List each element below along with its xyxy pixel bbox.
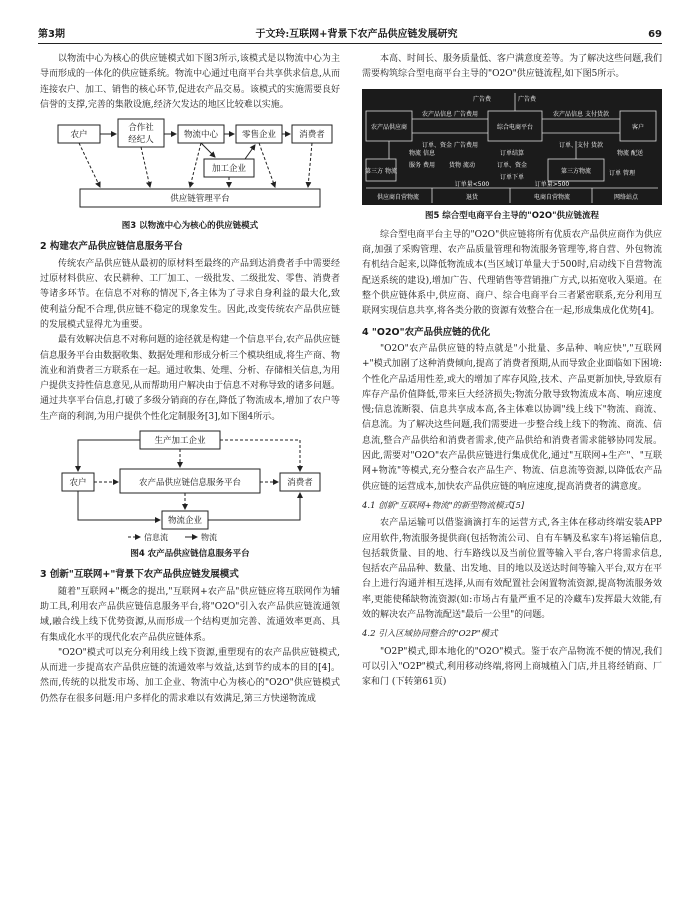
node-info-platform: 农产品供应链信息服务平台 bbox=[138, 478, 242, 489]
label-ad-fee-mid: 广告费 bbox=[517, 95, 537, 103]
label-logistics-info: 物流 信息 bbox=[409, 149, 435, 157]
node-customer: 客户 bbox=[631, 123, 645, 131]
legend-info-flow: 信息流 bbox=[144, 533, 168, 543]
subsection-heading: 4.2 引入区域协同整合的"O2P"模式 bbox=[362, 629, 498, 640]
label-order-funds-ad: 订单、资金 广告费用 bbox=[422, 141, 478, 149]
running-header bbox=[38, 20, 662, 44]
node-processing: 加工企业 bbox=[211, 164, 247, 175]
paragraph: 随着"互联网+"概念的提出,"互联网+农产品"供应链应将互联网作为辅助工具,利用农产品供应链信息服务平台,将"O2O"引入农产品供应链流通领域,融合线上线下优势资源,从而形成一个结构更加完善、流通效率更高、具有集成化水平的现代化农产品供应链体系。 bbox=[40, 586, 340, 643]
node-third-party-logistics: 第三方 物流 bbox=[365, 167, 397, 175]
issue-number: 第3期 bbox=[38, 29, 65, 40]
node-ecommerce-platform: 综合电商平台 bbox=[496, 123, 534, 131]
running-title: 于文玲:互联网+背景下农产品供应链发展研究 bbox=[255, 29, 458, 40]
node-platform: 供应链管理平台 bbox=[170, 194, 230, 205]
label-return: 退货 bbox=[465, 193, 479, 201]
paragraph: 本高、时间长、服务质量低、客户满意度差等。为了解决这些问题,我们需要构筑综合型电商平台主导的"O2O"供应链流程,如下图5所示。 bbox=[362, 54, 662, 80]
node-production: 生产加工企业 bbox=[154, 436, 206, 447]
label-ad-fee-top: 广告费 bbox=[472, 95, 492, 103]
label-network-site: 网络站点 bbox=[613, 193, 639, 201]
node-supplier: 农产品供应商 bbox=[370, 123, 408, 131]
paragraph: 综合型电商平台主导的"O2O"供应链将所有优质农产品供应商作为供应商,加强了采购管理、农产品质量管理和物流服务管理等,将自营、外包物流有机结合起来,以降低物流成本(当区域订单量大于500时,启动线下自营物流配送系统的建设),增加广告、代理销售等营销推广方式,以拓宽收入渠道。在整个供应链体系中,供应商、商户、综合电商平台三者紧密联系,充分利用互联网实现信息共享,将各类分散的资源有效整合在一起,形成集成化优势[4]。 bbox=[362, 229, 662, 317]
node-farmer: 农户 bbox=[69, 478, 87, 489]
figure-3-diagram bbox=[40, 117, 340, 215]
section-heading: 3 创新"互联网+"背景下农产品供应链发展模式 bbox=[40, 569, 239, 581]
node-logistics-center: 物流中心 bbox=[183, 130, 219, 141]
paragraph: "O2O"农产品供应链的特点就是"小批量、多品种、响应快","互联网+"模式加剧了这种消费倾向,提高了消费者预期,从而导致企业面临如下困境:个性化产品适用性差,或大的增加了库存风险,技术、产品更新加快,导致原有库存产品价值降低,带来巨大经济损失;物流分散导致物流成本高、响应速度慢;信息流断裂、信息共享成本高,各主体难以协调"线上线下"物流、商流、信息流。为了解决这些问题,我们需要进一步整合线上线下的物流、商流、信息流,整合产品供给和消费者需求,使产品供给和消费者需求能够协同发展。因此,需要对"O2O"农产品供应链进行集成优化,通过"互联网+生产"、"互联网+物流"等模式,充分整合农产品生产、物流、信息流等资源,以降低农产品供应链的运营成本,加快农产品供应链的响应速度,提高消费者的满意度。 bbox=[362, 343, 662, 492]
label-goods-flow: 货物 流动 bbox=[449, 161, 475, 169]
node-consumer: 消费者 bbox=[287, 478, 313, 489]
label-product-info-pay: 农产品信息 支付货款 bbox=[553, 110, 609, 118]
paragraph: 以物流中心为核心的供应链模式如下图3所示,该模式是以物流中心为主导而形成的一体化的供应链系统。物流中心通过电商平台共享供求信息,从而连接农户、加工、销售的核心环节,促进农产品交易。该模式的实施需要良好信誉的支撑,完善的集散设施,经济欠发达的地区比较难以实施。 bbox=[40, 54, 340, 110]
node-retail: 零售企业 bbox=[241, 130, 277, 141]
node-farmer: 农户 bbox=[70, 130, 88, 141]
figure-5 bbox=[362, 89, 662, 205]
node-coop: 合作社 bbox=[128, 123, 154, 134]
label-service-fee: 服务 费用 bbox=[409, 161, 435, 169]
label-order-manage: 订单 管理 bbox=[609, 169, 635, 177]
paragraph: 最有效解决信息不对称问题的途径就是构建一个信息平台,农产品供应链信息服务平台由数据收集、数据处理和形成分析三个模块组成,将生产商、物流业和消费者三方联系在一起。通过收集、处理、分析、存储相关信息,为用户提供支持性信息意见,从而帮助用户解决由于信息不对称导致的诸多问题。通过共享平台信息,打破了多级分销商的存在,降低了物流成本,增加了农户等生产商的利润,为用户提供个性化定制服务[3],如下图4所示。 bbox=[40, 335, 340, 422]
figure-4-caption: 图4 农产品供应链信息服务平台 bbox=[130, 549, 250, 560]
label-order-pay: 订单、支付 货款 bbox=[559, 141, 603, 149]
right-column bbox=[362, 52, 662, 691]
legend-goods-flow: 物流 bbox=[201, 533, 217, 543]
paragraph: 农产品运输可以借鉴滴滴打车的运营方式,各主体在移动终端安装APP应用软件,物流服务提供商(包括物流公司、自有车辆及私家车)将运输信息,包括载货量、目的地、行车路线以及当前位置等输入平台,客户将需求信息,包括农产品品种、数量、出发地、目的地以及送达时间等输入平台,双方在平台上进行沟通并相互选择,从而有效配置社会闲置物流资源,提高物流服务效率,更能使稀缺物流资源(如:市场占有量严重不足的冷藏车)发挥最大效能,有效的解决农产品物流配送"最后一公里"的问题。 bbox=[362, 518, 662, 621]
label-order-lt500: 订单量<500 bbox=[454, 180, 490, 188]
node-platform-logistics: 电商自营物流 bbox=[533, 193, 571, 201]
subsection-heading: 4.1 创新"互联网+物流"的新型物流模式[5] bbox=[362, 500, 525, 511]
paragraph: "O2P"模式,即本地化的"O2O"模式。鉴于农产品物流不便的情况,我们可以引入"O2P"模式,利用移动终端,将网上商城植入门店,并且将经销商、厂家和门 (下转第61页) bbox=[362, 646, 662, 688]
figure-4 bbox=[40, 429, 340, 543]
figure-3-caption: 图3 以物流中心为核心的供应链模式 bbox=[121, 221, 259, 232]
label-order-gt500: 订单量>500 bbox=[534, 180, 570, 188]
figure-4-diagram bbox=[40, 429, 340, 543]
label-product-info-ad: 农产品信息 广告费用 bbox=[422, 110, 478, 118]
node-broker: 经纪人 bbox=[128, 135, 154, 146]
figure-5-caption: 图5 综合型电商平台主导的"O2O"供应链流程 bbox=[424, 210, 600, 221]
node-logistics-company: 物流企业 bbox=[167, 516, 203, 527]
label-delivery: 物流 配送 bbox=[617, 149, 643, 157]
node-third-party-logistics-right: 第三方物流 bbox=[560, 167, 592, 175]
paragraph: 传统农产品供应链从最初的原材料至最终的产品到达消费者手中需要经过原材料供应、农民耕种、工厂加工、一级批发、二级批发、零售、消费者等诸多环节。在信息不对称的情况下,各主体为了寻求自身利益的最大化,致使利益分配不合理,供应链不稳定的现象发生。因此,改变传统农产品供应链的发展模式显得尤为重要。 bbox=[40, 258, 340, 330]
left-column bbox=[40, 52, 340, 707]
page-number: 69 bbox=[648, 29, 662, 40]
label-order-funds: 订单、资金 bbox=[496, 161, 528, 169]
paragraph: "O2O"模式可以充分利用线上线下资源,重塑现有的农产品供应链模式,从而进一步提高农产品供应链的流通效率与效益,达到节约成本的目的[4]。然而,传统的以批发市场、加工企业、物流中心为核心的"O2O"供应链模式仍然存在很多问题:用户多样化的需求难以有效满足,第三方快递物流成 bbox=[40, 647, 340, 704]
section-heading: 2 构建农产品供应链信息服务平台 bbox=[40, 241, 183, 253]
node-supplier-logistics: 供应商自营物流 bbox=[376, 193, 420, 201]
section-heading: 4 "O2O"农产品供应链的优化 bbox=[362, 326, 491, 338]
label-dispatch: 订单下单 bbox=[499, 173, 525, 181]
node-consumer: 消费者 bbox=[299, 130, 325, 141]
figure-3 bbox=[40, 117, 340, 215]
figure-5-diagram bbox=[362, 89, 662, 205]
label-order-settle: 订单结算 bbox=[499, 149, 525, 157]
